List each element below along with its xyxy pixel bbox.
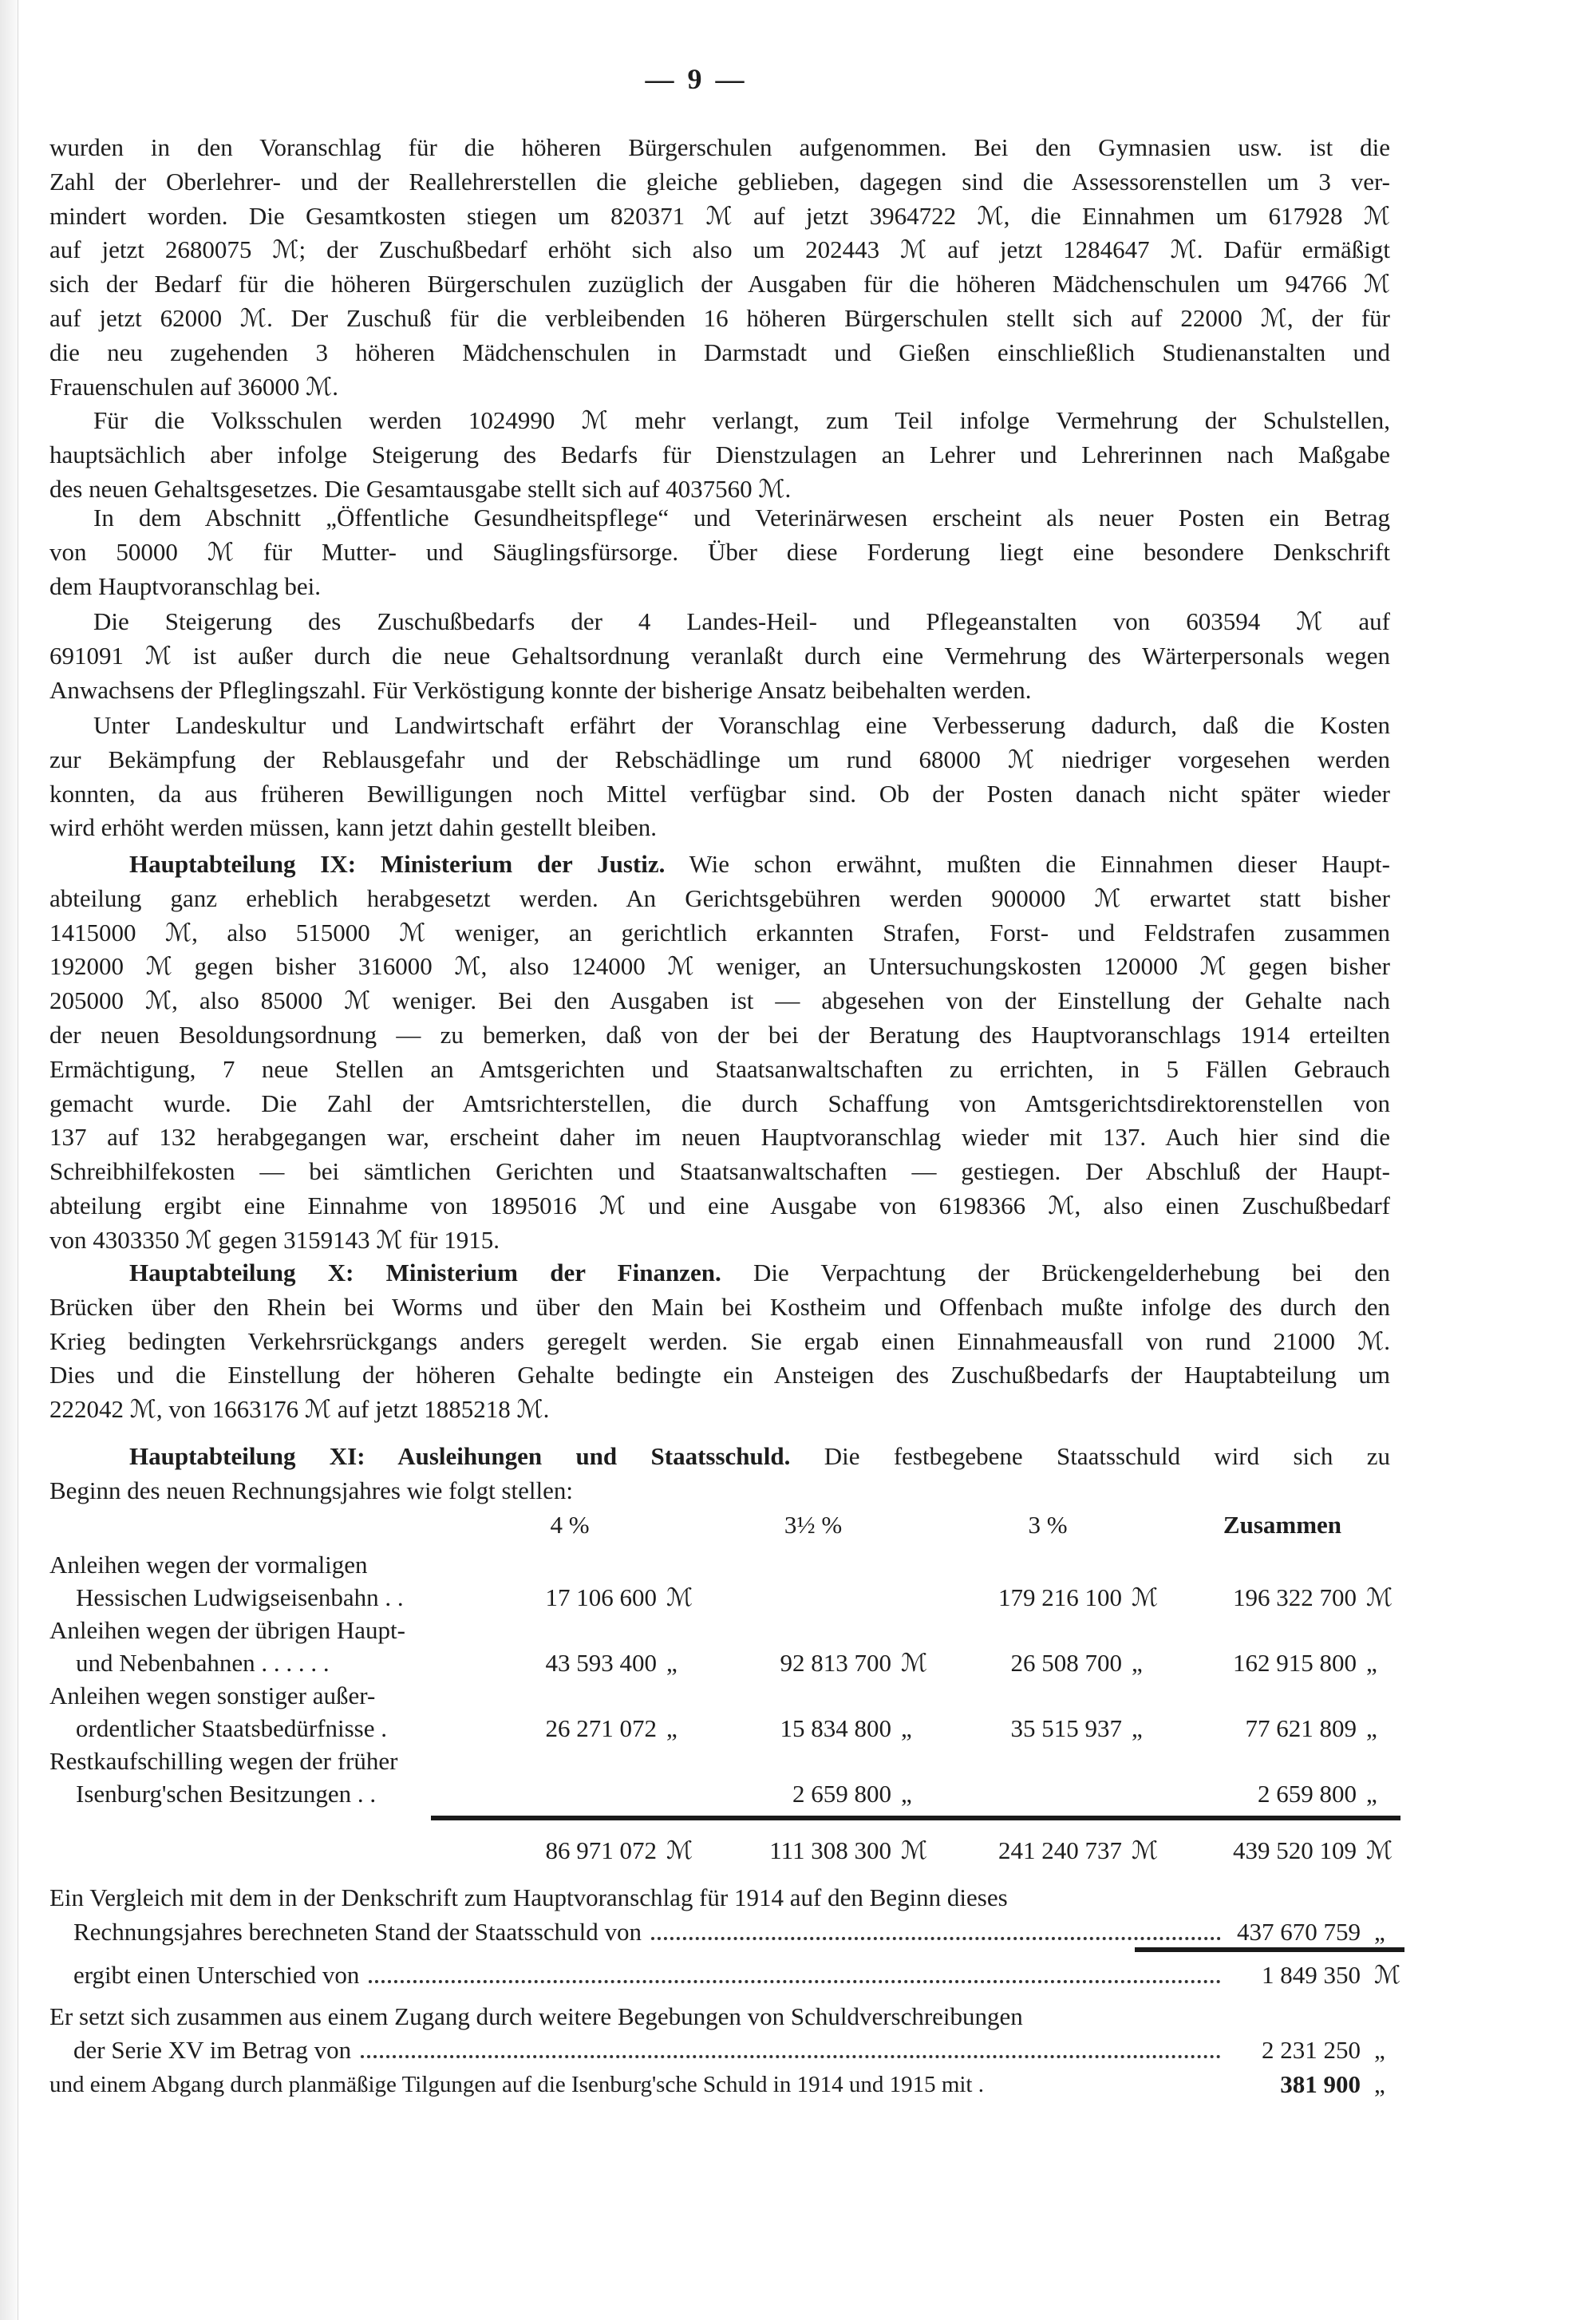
text-line: auf jetzt 2680075 ℳ; der Zuschußbedarf erhöht sich also um 202443 ℳ auf jetzt 1284647 ℳ. Dafür ermäßigt <box>49 235 1390 264</box>
text-line-content: Die festbegebene Staatsschuld wird sich zu <box>824 1442 1390 1470</box>
table-cell-value: 26 271 072 <box>545 1714 657 1742</box>
text-line: 1415000 ℳ, also 515000 ℳ weniger, an gerichtlich erkannten Strafen, Forst- und Feldstrafen zusammen <box>49 918 1390 947</box>
text-line: 137 auf 132 herabgegangen war, erscheint daher im neuen Hauptvoranschlag wieder mit 137. Auch hier sind die <box>49 1123 1390 1152</box>
row-label-line1: Anleihen wegen sonstiger außer- <box>49 1682 376 1709</box>
section-heading: Hauptabteilung X: Ministerium der Finanzen. <box>129 1259 721 1286</box>
scan-edge <box>0 0 18 2320</box>
addition-row <box>73 2033 1231 2067</box>
text-line: mindert worden. Die Gesamtkosten stiegen um 820371 ℳ auf jetzt 3964722 ℳ, die Einnahmen um 617928 ℳ <box>49 201 1390 230</box>
comparison-row <box>73 1915 1231 1949</box>
table-cell-value: 77 621 809 <box>1245 1714 1357 1742</box>
table-cell-value <box>449 1777 657 1811</box>
paragraph <box>49 501 1390 603</box>
text-line: wird erhöht werden müssen, kann jetzt dahin gestellt bleiben. <box>49 813 658 842</box>
table-total-value: 86 971 072 <box>545 1836 657 1864</box>
text-line-content: Wie schon erwähnt, mußten die Einnahmen dieser Haupt- <box>689 850 1390 878</box>
difference-value: 1 849 350 <box>1262 1961 1361 1989</box>
paragraph <box>49 848 1390 1258</box>
section-heading: Hauptabteilung XI: Ausleihungen und Staatsschuld. <box>129 1442 791 1470</box>
section-heading: Hauptabteilung IX: Ministerium der Justiz. <box>129 850 666 878</box>
paragraph <box>49 131 1390 404</box>
text-line: Zahl der Oberlehrer- und der Reallehrerstellen die gleiche geblieben, dagegen sind die Assessorenstellen um 3 ver- <box>49 167 1390 196</box>
table-cell-value: 179 216 100 <box>998 1583 1122 1611</box>
page-number: — 9 — <box>645 63 748 95</box>
text-line: abteilung ganz erheblich herabgesetzt werden. An Gerichtsgebühren werden 900000 ℳ erwartet statt bisher <box>49 883 1390 912</box>
text-line: dem Hauptvoranschlag bei. <box>49 571 322 600</box>
column-header-4-percent: 4 % <box>550 1511 590 1539</box>
row-label-line2: Hessischen Ludwigseisenbahn . . <box>76 1583 404 1611</box>
paragraph <box>49 1256 1390 1427</box>
paragraph <box>49 404 1390 506</box>
table-total-unit: ℳ <box>666 1836 693 1864</box>
table-cell-unit: „ <box>901 1780 912 1808</box>
table-cell-value: 196 322 700 <box>1233 1583 1357 1611</box>
text-line: In dem Abschnitt „Öffentliche Gesundheitspflege“ und Veterinärwesen erscheint als neuer Posten ein Betrag <box>93 504 1390 532</box>
text-line: 222042 ℳ, von 1663176 ℳ auf jetzt 1885218 ℳ. <box>49 1395 550 1424</box>
text-line: gemacht wurde. Die Zahl der Amtsrichterstellen, die durch Schaffung von Amtsgerichtsdirektorenstellen von <box>49 1089 1390 1117</box>
text-line <box>49 1440 1390 1474</box>
text-line: 192000 ℳ gegen bisher 316000 ℳ, also 124000 ℳ weniger, an Untersuchungskosten 120000 ℳ gegen bisher <box>49 952 1390 981</box>
text-line: Beginn des neuen Rechnungsjahres wie folgt stellen: <box>49 1476 574 1504</box>
comparison-text-line1: Ein Vergleich mit dem in der Denkschrift zum Hauptvoranschlag für 1914 auf den Beginn dieses <box>49 1883 1008 1911</box>
column-header-total: Zusammen <box>1223 1511 1342 1539</box>
table-cell-unit: „ <box>666 1714 678 1742</box>
table-cell-unit: ℳ <box>666 1583 693 1611</box>
table-cell-unit: „ <box>1366 1780 1377 1808</box>
text-line: die neu zugehenden 3 höheren Mädchenschulen in Darmstadt und Gießen einschließlich Studienanstalten und <box>49 338 1390 366</box>
text-line: auf jetzt 62000 ℳ. Der Zuschuß für die verbleibenden 16 höheren Bürgerschulen stellt sich auf 22000 ℳ, der für <box>49 303 1390 332</box>
text-line: zur Bekämpfung der Reblausgefahr und der Rebschädlinge um rund 68000 ℳ niedriger vorgesehen werden <box>49 745 1390 773</box>
difference-row <box>73 1958 1231 1992</box>
row-label-line1: Anleihen wegen der vormaligen <box>49 1551 368 1579</box>
table-total-unit: ℳ <box>1132 1836 1159 1864</box>
text-line: 205000 ℳ, also 85000 ℳ weniger. Bei den Ausgaben ist — abgesehen von der Einstellung der Gehalte nach <box>49 986 1390 1015</box>
table-cell-unit: ℳ <box>901 1649 928 1677</box>
table-total-value: 241 240 737 <box>998 1836 1122 1864</box>
table-cell-unit: „ <box>666 1649 678 1677</box>
text-line: Anwachsens der Pfleglingszahl. Für Verköstigung konnte der bisherige Ansatz beibehalten werden. <box>49 675 1032 704</box>
difference-unit: ℳ <box>1374 1961 1401 1989</box>
text-line <box>49 1256 1390 1290</box>
table-cell-value: 2 659 800 <box>792 1780 891 1808</box>
text-line: Die Steigerung des Zuschußbedarfs der 4 Landes-Heil- und Pflegeanstalten von 603594 ℳ auf <box>93 607 1390 635</box>
text-line <box>49 848 1390 882</box>
composition-text-line2: der Serie XV im Betrag von <box>73 2036 352 2064</box>
text-line: abteilung ergibt eine Einnahme von 1895016 ℳ und eine Ausgabe von 6198366 ℳ, also einen Zuschußbedarf <box>49 1191 1390 1219</box>
difference-rule <box>1135 1947 1404 1952</box>
text-line: konnten, da aus früheren Bewilligungen noch Mittel verfügbar sind. Ob der Posten danach nicht später wieder <box>49 779 1390 808</box>
table-cell-value: 17 106 600 <box>545 1583 657 1611</box>
table-cell-unit: „ <box>1366 1649 1377 1677</box>
table-cell-value <box>915 1777 1122 1811</box>
reduction-unit: „ <box>1374 2070 1385 2098</box>
text-line: Krieg bedingten Verkehrsrückgangs anders geregelt werden. Sie ergab einen Einnahmeausfall von rund 21000 ℳ. <box>49 1326 1390 1355</box>
table-total-unit: ℳ <box>1366 1836 1393 1864</box>
row-label-line1: Anleihen wegen der übrigen Haupt- <box>49 1616 405 1644</box>
comparison-value: 437 670 759 <box>1237 1918 1361 1946</box>
text-line: Unter Landeskultur und Landwirtschaft erfährt der Voranschlag eine Verbesserung dadurch, daß die Kosten <box>93 711 1390 739</box>
text-line: der neuen Besoldungsordnung — zu bemerken, daß von der bei der Beratung des Hauptvoranschlags 1914 erteilten <box>49 1020 1390 1049</box>
table-total-value: 439 520 109 <box>1233 1836 1357 1864</box>
table-cell-value: 26 508 700 <box>1010 1649 1122 1677</box>
text-line: von 4303350 ℳ gegen 3159143 ℳ für 1915. <box>49 1225 500 1254</box>
reduction-value: 381 900 <box>1280 2070 1361 2098</box>
row-label-line1: Restkaufschilling wegen der früher <box>49 1747 398 1775</box>
text-line: Für die Volksschulen werden 1024990 ℳ mehr verlangt, zum Teil infolge Vermehrung der Schulstellen, <box>93 406 1390 434</box>
dot-leader <box>369 1958 1221 1983</box>
composition-text-line1: Er setzt sich zusammen aus einem Zugang durch weitere Begebungen von Schuldverschreibungen <box>49 2002 1023 2030</box>
table-cell-value: 162 915 800 <box>1233 1649 1357 1677</box>
table-cell-value <box>684 1581 891 1615</box>
table-cell-unit: „ <box>1132 1649 1143 1677</box>
row-label-line2: Isenburg'schen Besitzungen . . <box>76 1780 377 1808</box>
text-line: sich der Bedarf für die höheren Bürgerschulen zuzüglich der Ausgaben für die höheren Mädchenschulen um 94766 ℳ <box>49 270 1390 298</box>
paragraph <box>49 1440 1390 1508</box>
table-cell-unit: „ <box>1366 1714 1377 1742</box>
table-cell-value: 2 659 800 <box>1258 1780 1357 1808</box>
comparison-unit: „ <box>1374 1918 1385 1946</box>
text-line: wurden in den Voranschlag für die höheren Bürgerschulen aufgenommen. Bei den Gymnasien usw. ist die <box>49 133 1390 161</box>
text-line: Frauenschulen auf 36000 ℳ. <box>49 372 339 401</box>
difference-label: ergibt einen Unterschied von <box>73 1961 360 1989</box>
column-header-3-percent: 3 % <box>1028 1511 1068 1539</box>
table-cell-value: 92 813 700 <box>780 1649 891 1677</box>
table-total-value: 111 308 300 <box>769 1836 891 1864</box>
text-line: Dies und die Einstellung der höheren Gehalte bedingte ein Ansteigen des Zuschußbedarfs der Hauptabteilung um <box>49 1361 1390 1389</box>
table-cell-value: 35 515 937 <box>1010 1714 1122 1742</box>
text-line-content: Die Verpachtung der Brückengelderhebung bei den <box>753 1259 1390 1286</box>
table-cell-unit: ℳ <box>1366 1583 1393 1611</box>
text-line: des neuen Gehaltsgesetzes. Die Gesamtausgabe stellt sich auf 4037560 ℳ. <box>49 474 792 503</box>
reduction-label: und einem Abgang durch planmäßige Tilgungen auf die Isenburg'sche Schuld in 1914 und 1915 mit . <box>49 2072 984 2097</box>
text-line: Schreibhilfekosten — bei sämtlichen Gerichten und Staatsanwaltschaften — gestiegen. Der Abschluß der Haupt- <box>49 1157 1390 1186</box>
table-cell-value: 43 593 400 <box>545 1649 657 1677</box>
table-cell-unit: „ <box>901 1714 912 1742</box>
dot-leader <box>651 1915 1221 1940</box>
table-cell-value: 15 834 800 <box>780 1714 891 1742</box>
text-line: hauptsächlich aber infolge Steigerung des Bedarfs für Dienstzulagen an Lehrer und Lehrerinnen nach Maßgabe <box>49 440 1390 468</box>
text-line: Ermächtigung, 7 neue Stellen an Amtsgerichten und Staatsanwaltschaften zu errichten, in 5 Fällen Gebrauch <box>49 1054 1390 1083</box>
table-total-unit: ℳ <box>901 1836 928 1864</box>
comparison-text-line2: Rechnungsjahres berechneten Stand der Staatsschuld von <box>73 1918 642 1946</box>
text-line: von 50000 ℳ für Mutter- und Säuglingsfürsorge. Über diese Forderung liegt eine besondere Denkschrift <box>49 537 1390 566</box>
text-line: Brücken über den Rhein bei Worms und über den Main bei Kostheim und Offenbach mußte infolge des durch den <box>49 1292 1390 1321</box>
addition-unit: „ <box>1374 2036 1385 2064</box>
table-cell-unit: „ <box>1132 1714 1143 1742</box>
addition-value: 2 231 250 <box>1262 2036 1361 2064</box>
column-header-3-5-percent: 3½ % <box>784 1511 843 1539</box>
text-line: 691091 ℳ ist außer durch die neue Gehaltsordnung veranlaßt durch eine Vermehrung des Wärterpersonals wegen <box>49 641 1390 670</box>
row-label-line2: ordentlicher Staatsbedürfnisse . <box>76 1714 387 1742</box>
table-cell-unit: ℳ <box>1132 1583 1159 1611</box>
row-label-line2: und Nebenbahnen . . . . . . <box>76 1649 330 1677</box>
dot-leader <box>361 2033 1221 2058</box>
table-sum-rule <box>431 1816 1400 1820</box>
paragraph <box>49 605 1390 707</box>
paragraph <box>49 709 1390 845</box>
